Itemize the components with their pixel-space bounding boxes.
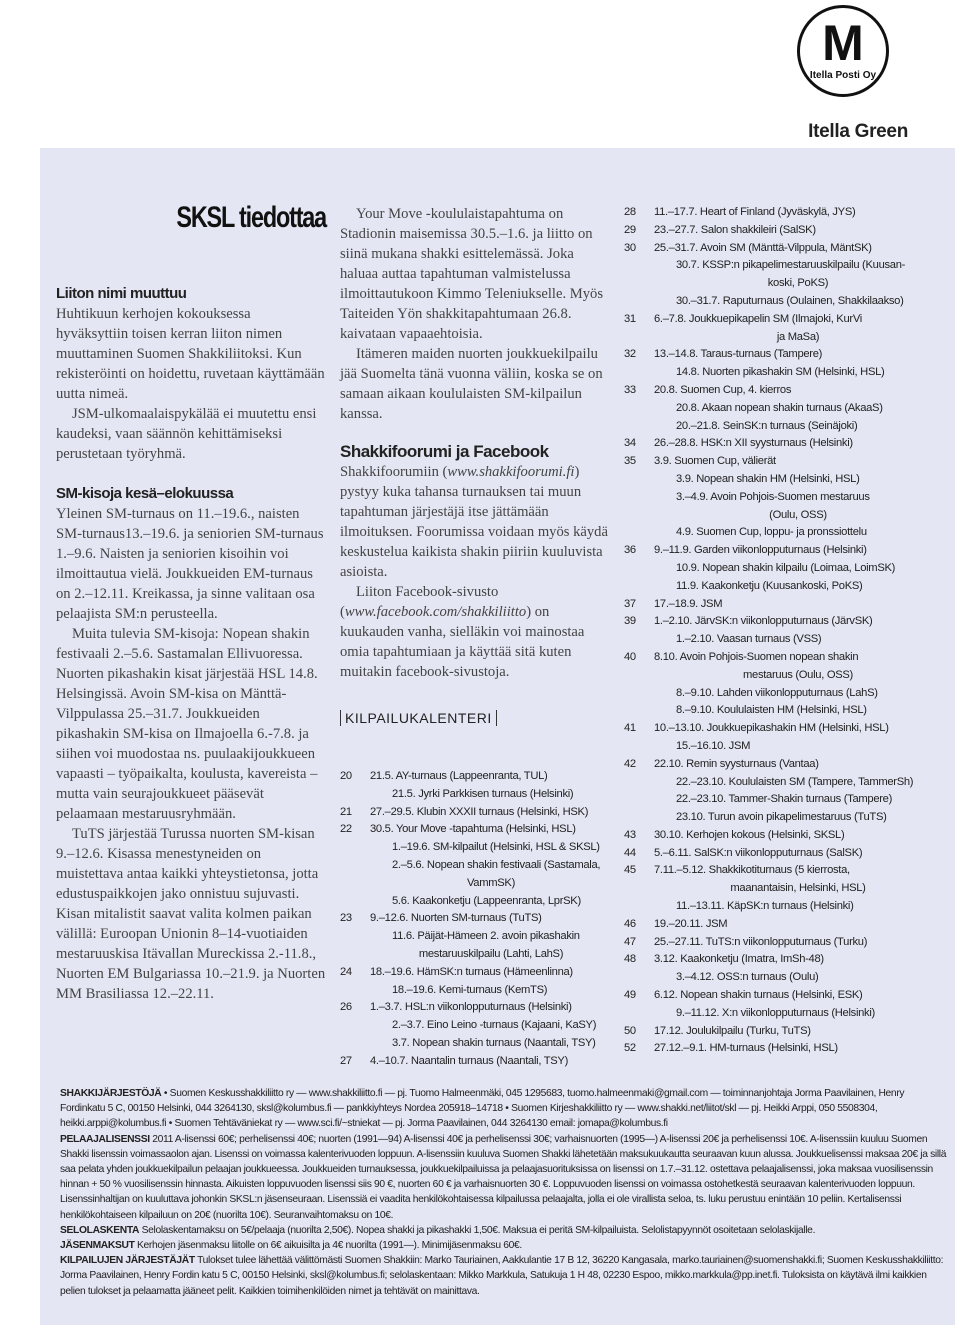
calendar-event: 30.5. Your Move -tapahtuma (Helsinki, HSL) [370,823,576,836]
week-events [654,596,942,614]
competition-calendar-part2 [624,204,942,1058]
week-events [370,999,612,1052]
week-number: 27 [340,1054,352,1067]
calendar-event: 9.–11.9. Garden viikonlopputurnaus (Helsinki) [654,544,867,557]
week-events [654,845,942,863]
calendar-event: 8.–9.10. Lahden viikonlopputurnaus (LahS) [676,686,878,699]
calendar-week-37 [624,596,942,614]
calendar-event: 14.8. Nuorten pikashakin SM (Helsinki, HSL) [676,366,885,379]
calendar-event: 1.–2.10. Vaasan turnaus (VSS) [676,633,822,646]
footer-membership: JÄSENMAKSUT Kerhojen jäsenmaksu liitolle on 6€ aikuisilta ja 4€ nuorilta (1991—). Minimijäsenmaksu 60€. [60,1240,522,1252]
calendar-event: 7.11.–5.12. Shakkikotiturnaus (5 kierrosta, [654,864,850,877]
competition-calendar-part1 [340,768,612,1071]
calendar-week-26 [340,999,612,1052]
calendar-event: 9.–11.12. X:n viikonlopputurnaus (Helsinki) [676,1006,875,1019]
calendar-event: 18.–19.6. HämSK:n turnaus (Hämeenlinna) [370,965,573,978]
footer-license: PELAAJALISENSSI 2011 A-lisenssi 60€; perhelisenssi 40€; nuorten (1991—94) A-lisenssi 40€ ja perhelisenssi 30€; varhaisnuorten (1995—) A-lisenssi 20€ ja perhelisenssi 10€. A-lisenssiin kuuluu Suomen Shakki lisenssin voimassaolon ajan. Lisenssi on voimassa kalenterivuoden loppuun. A-lisenssiin kuuluva Suomen Shakki lähetetään maksukuukautta seuraavan kuun alussa. Joukkuelisenssi maksaa 20€ ja sillä saa pelata yhden joukkuekilpailun pelaajan joukkueessa. Joukkueiden turnauksessa, joukkuekilpailuissa ja pelaajasuorituksissa on lisenssi on 1.7.–31.12. ostettava pelaajalisenssi, joka maksaa vuosilisenssin hinnan + 50 % vuosilisenssin hinnasta. Aikuisten loppuvuoden lisenssi siis 90 €, nuorten 60 € ja varhaisnuorten 30 €. Loppuvuoden lisenssi on voimassa ostohetkestä seuraavan kalenterivuoden loppuun. Lisenssinhaltijan on kuuluttava johonkin SKSL:n jäsenseuraan. Lisenssiä ei vaadita henkilökohtaisessa kilpailussa pelaajalta, jolla ei ole virallista seloa, ts. luku perustuu enintään 10 peliin. Kertalisenssi henkilökohtaiseen kilpailuun on 20€ (nuorilta 10€). Seuranvaihtomaksu on 10€. [60,1133,947,1221]
calendar-week-29 [624,222,942,240]
calendar-event: mestaruuskilpailu (Lahti, LahS) [418,947,564,960]
calendar-event: 20.–21.8. SeinSK:n turnaus (Seinäjoki) [676,419,858,432]
brand-label: Itella Green [808,121,908,142]
calendar-week-40 [624,649,942,720]
calendar-event: 8.–9.10. Koululaisten HM (Helsinki, HSL) [676,704,867,717]
calendar-week-35 [624,453,942,542]
calendar-event: 23.10. Turun avoin pikapelimestaruus (TuTS) [676,811,887,824]
week-events [654,222,942,240]
calendar-event: 9.–12.6. Nuorten SM-turnaus (TuTS) [370,912,542,925]
calendar-event: 3.7. Nopean shakin turnaus (Naantali, TSY) [392,1036,596,1049]
week-events [370,964,612,1000]
section-heading-name-change: Liiton nimi muuttuu [56,285,187,302]
calendar-event: 3.9. Suomen Cup, välierät [654,455,776,468]
calendar-event: 4.9. Suomen Cup, loppu- ja pronssiottelu [676,526,867,539]
week-number: 41 [624,722,636,735]
calendar-week-45 [624,862,942,915]
section-heading-sm-kisoja: SM-kisoja kesä–elokuussa [56,485,234,502]
calendar-week-48 [624,951,942,987]
calendar-week-23 [340,910,612,963]
calendar-event: 5.–6.11. SalSK:n viikonlopputurnaus (SalSK) [654,846,863,859]
calendar-event: ja MaSa) [776,330,820,343]
calendar-week-44 [624,845,942,863]
week-events [654,382,942,435]
calendar-event: 30.7. KSSP:n pikapelimestaruuskilpailu (Kuusan- [676,259,906,272]
calendar-event: 2.–3.7. Eino Leino -turnaus (Kajaani, KaSY) [392,1019,597,1032]
week-events [654,542,942,595]
week-events [654,1040,942,1058]
calendar-event: 25.–31.7. Avoin SM (Mänttä-Vilppula, MäntSK) [654,241,872,254]
week-events [370,1053,612,1071]
calendar-event: 13.–14.8. Taraus-turnaus (Tampere) [654,348,823,361]
calendar-week-52 [624,1040,942,1058]
calendar-event: 20.8. Akaan nopean shakin turnaus (AkaaS) [676,401,883,414]
paragraph: Yleinen SM-turnaus on 11.–19.6., naisten SM-turnaus13.–19.6. ja seniorien SM-turnaus 1.–9.6. Naisten ja seniorien kisoihin voi ilmoittautua vielä. Joukkueiden EM-turnaus on 2.–12.11. Kreikassa, ja sinne valitaan osa pelaajista SM:n perusteella. [56,506,324,622]
week-events [654,311,942,347]
week-number: 50 [624,1024,636,1037]
footer-rating: SELOLASKENTA Selolaskentamaksu on 5€/pelaaja (nuorilta 2,50€). Nopea shakki ja pikashakki 1,50€. Maksua ei peritä SM-kilpailuista. Selolistapyynnöt osoitetaan selolaskijalle. [60,1224,816,1236]
page-title: SKSL tiedottaa [176,201,326,234]
itella-logo [797,5,889,97]
calendar-event: 8.10. Avoin Pohjois-Suomen nopean shakin [654,650,859,663]
calendar-event: 10.–13.10. Joukkuepikashakin HM (Helsinki, HSL) [654,722,889,735]
week-number: 29 [624,223,636,236]
week-events [370,804,612,822]
week-number: 49 [624,989,636,1002]
week-number: 31 [624,312,636,325]
calendar-week-49 [624,987,942,1023]
calendar-event: 27.–29.5. Klubin XXXII turnaus (Helsinki, HSK) [370,805,589,818]
calendar-event: 6.–7.8. Joukkuepikapelin SM (Ilmajoki, KurVi [654,312,862,325]
week-number: 20 [340,770,352,782]
calendar-week-43 [624,827,942,845]
calendar-week-36 [624,542,942,595]
logo-letter: M [822,15,864,71]
calendar-event: 5.6. Kaakonketju (Lappeenranta, LprSK) [392,894,581,907]
week-events [654,862,942,915]
paragraph: Huhtikuun kerhojen kokouksessa hyväksyttiin toisen kerran liiton nimen muuttaminen Suomen Shakkiliitoksi. Kun rekisteröinti on hoidettu, ruvetaan käyttämään uutta nimeä. [56,306,325,402]
calendar-event: 25.–27.11. TuTS:n viikonlopputurnaus (Turku) [654,935,868,948]
calendar-title: KILPAILUKALENTERI [340,708,608,728]
calendar-event: 21.5. AY-turnaus (Lappeenranta, TUL) [370,770,548,782]
calendar-event: 10.9. Nopean shakin kilpailu (Loimaa, LoimSK) [676,561,896,574]
week-events [654,240,942,311]
calendar-event: 23.–27.7. Salon shakkileiri (SalSK) [654,223,816,236]
calendar-event: mestaruus (Oulu, OSS) [743,668,853,681]
calendar-event: 1.–2.10. JärvSK:n viikonlopputurnaus (JärvSK) [654,615,873,628]
week-events [654,1023,942,1041]
week-number: 40 [624,650,636,663]
facebook-link[interactable]: www.facebook.com/shakkiliitto [344,604,527,620]
calendar-week-30 [624,240,942,311]
calendar-event: 15.–16.10. JSM [676,739,751,752]
calendar-event: 17.12. Joulukilpailu (Turku, TuTS) [654,1024,811,1037]
calendar-week-50 [624,1023,942,1041]
calendar-event: 4.–10.7. Naantalin turnaus (Naantali, TSY) [370,1054,569,1067]
calendar-event: 3.–4.12. OSS:n turnaus (Oulu) [676,971,819,984]
calendar-event: 22.–23.10. Koululaisten SM (Tampere, TammerSh) [676,775,914,788]
week-number: 48 [624,953,636,966]
week-number: 32 [624,348,636,361]
calendar-week-34 [624,435,942,453]
calendar-event: maanantaisin, Helsinki, HSL) [730,882,866,895]
calendar-event: 11.6. Päijät-Hämeen 2. avoin pikashakin [392,930,580,943]
week-number: 33 [624,383,636,396]
calendar-event: 1.–19.6. SM-kilpailut (Helsinki, HSL & SKSL) [392,841,600,854]
week-number: 42 [624,757,636,770]
calendar-event: 22.10. Remin syysturnaus (Vantaa) [654,757,819,770]
calendar-event: 6.12. Nopean shakin turnaus (Helsinki, ESK) [654,989,863,1002]
calendar-event: 20.8. Suomen Cup, 4. kierros [654,383,792,396]
footer-organizers: KILPAILUJEN JÄRJESTÄJÄT Tulokset tulee lähettää välittömästi Suomen Shakkiin: Marko Tauriainen, Aakkulantie 17 B 12, 36220 Kangasala, marko.tauriainen@suomenshakki.fi; Suomen Keskusshakkiliitto: Jorma Paavilainen, Henry Fordin katu 5 C, 00150 Helsinki, sksl@kolumbus.fi; selolaskentaan: Mikko Markkula, Satukuja 1 H 48, 02230 Espoo, mikko.markkula@pp.inet.fi. Tuloksista on käytävä ilmi kaikkien pelien tulokset ja pelaamatta jääneet pelit. Kaikkien toimihenkilöiden nimet ja tehtävät on mainittava. [60,1255,944,1297]
week-events [654,613,942,649]
calendar-event: 19.–20.11. JSM [654,917,728,930]
column-middle [340,204,608,734]
week-events [370,768,612,804]
week-events [370,910,612,963]
calendar-week-22 [340,821,612,910]
paragraph: TuTS järjestää Turussa nuorten SM-kisan 9.–12.6. Kisassa menestyneiden on muistettava antaa kaikki yhteystietonsa, jotta edustuspaikkojen jako onnistuu sujuvasti. Kisan mitalistit saavat valita kolmen paikan välillä: Euroopan Unionin 8–14-vuotiaiden mestaruuskisa Itävallan Mureckissa 2.-11.8., Nuorten EM Bulgariassa 10.–21.9. ja Nuorten MM Brasiliassa 12.–22.11. [56,826,326,1002]
calendar-week-31 [624,311,942,347]
calendar-event: (Oulu, OSS) [769,508,827,521]
week-number: 21 [340,805,352,818]
paragraph: Itämeren maiden nuorten joukkuekilpailu jää Suomelta tänä vuonna väliin, koska se on samaan aikaan koululaisten SM-kilpailun kanssa. [340,346,603,422]
calendar-week-28 [624,204,942,222]
week-events [654,453,942,542]
week-number: 30 [624,241,636,254]
week-number: 47 [624,935,636,948]
calendar-week-39 [624,613,942,649]
week-number: 37 [624,597,636,610]
week-number: 22 [340,823,352,836]
calendar-event: 2.–5.6. Nopean shakin festivaali (Sastamala, [392,858,601,871]
week-events [654,649,942,720]
week-events [654,435,942,453]
section-heading-foorumi: Shakkifoorumi ja Facebook [340,442,549,461]
calendar-week-33 [624,382,942,435]
week-number: 43 [624,828,636,841]
column-left [56,200,326,1004]
week-events [654,934,942,952]
calendar-event: 3.12. Kaakonketju (Imatra, ImSh-48) [654,953,824,966]
calendar-event: VammSK) [466,876,516,889]
calendar-week-21 [340,804,612,822]
calendar-event: 30.10. Kerhojen kokous (Helsinki, SKSL) [654,828,845,841]
week-number: 39 [624,615,636,628]
calendar-event: 26.–28.8. HSK:n XII syysturnaus (Helsinki) [654,437,853,450]
calendar-week-32 [624,346,942,382]
week-number: 52 [624,1042,636,1055]
calendar-event: 27.12.–9.1. HM-turnaus (Helsinki, HSL) [654,1042,838,1055]
week-number: 35 [624,455,636,468]
week-number: 28 [624,206,636,218]
footer-organizations: SHAKKIJÄRJESTÖJÄ • Suomen Keskusshakkiliitto ry — www.shakkiliitto.fi — pj. Tuomo Halmeenmäki, 045 1295683, tuomo.halmeenmaki@gmail.com — toiminnanjohtaja Jorma Paavilainen, Henry Fordinkatu 5 C, 00150 Helsinki, 044 3264130, sksl@kolumbus.fi — pankkiyhteys Nordea 205918–14718 • Suomen Kirjeshakkiliitto ry — www.shakki.net/liitot/skl — pj. Heikki Arppi, 050 5508304, heikki.arppi@kolumbus.fi • Suomen Tehtäväniekat ry — www.sci.fi/~stniekat — pj. Jorma Paavilainen, 044 3264130 email: jomapa@kolumbus.fi [60,1088,905,1130]
paragraph: Your Move -koululaistapahtuma on Stadionin maisemissa 30.5.–1.6. ja liitto on siinä mukana shakki esittelemässä. Joka haluaa auttaa tapahtuman valmistelussa ilmoittautukoon Kimmo Teleniukselle. Myös Taiteiden Yön shakkitapahtumaan 26.8. kaivataan vapaaehtoisia. [340,206,604,342]
footer-info [60,1086,948,1299]
week-events [370,821,612,910]
calendar-event: koski, PoKS) [767,277,829,290]
week-number: 36 [624,544,636,557]
calendar-event: 21.5. Jyrki Parkkisen turnaus (Helsinki) [392,787,574,800]
week-events [654,720,942,756]
calendar-event: 11.9. Kaakonketju (Kuusankoski, PoKS) [676,579,863,592]
week-events [654,916,942,934]
paragraph: Shakkifoorumiin (www.shakkifoorumi.fi) pystyy kuka tahansa turnauksen tai muun tapahtuman järjestäjä itse jättämään ilmoituksen. Foorumissa voidaan myös käydä keskustelua kaikista shakin piiriin kuuluvista asioista. [340,464,608,580]
calendar-event: 1.–3.7. HSL:n viikonlopputurnaus (Helsinki) [370,1001,572,1014]
week-events [654,204,942,222]
calendar-event: 3.–4.9. Avoin Pohjois-Suomen mestaruus [676,490,870,503]
paragraph: Muita tulevia SM-kisoja: Nopean shakin festivaali 2.–5.6. Sastamalan Ellivuoressa. Nuorten pikashakin kisat järjestää HSL 14.8. Helsingissä. Avoin SM-kisa on Mänttä-Vilppulassa 25.–31.7. Joukkueiden pikashakin SM-kisa on Ilmajoella 6.-7.8. ja siihen voi muodostaa ns. puulaakijoukkueen vapaasti – työpaikalta, koulusta, kavereista – mutta vain seurajoukkueet pääsevät pelaamaan mestaruusryhmään. [56,626,318,822]
week-number: 26 [340,1001,352,1014]
logo-text: Itella Posti Oy [809,70,877,81]
calendar-week-20 [340,768,612,804]
calendar-week-24 [340,964,612,1000]
week-number: 44 [624,846,636,859]
week-number: 34 [624,437,636,450]
calendar-week-47 [624,934,942,952]
week-number: 24 [340,965,352,978]
calendar-week-41 [624,720,942,756]
paragraph: Liiton Facebook-sivusto (www.facebook.com/shakkiliitto) on kuukauden vanha, sielläkin voi mainostaa omia tapahtumiaan ja käyttää sitä kuten muitakin facebook-sivustoja. [340,584,585,680]
week-number: 45 [624,864,636,877]
week-number: 23 [340,912,352,925]
calendar-week-46 [624,916,942,934]
calendar-week-27 [340,1053,612,1071]
foorumi-link[interactable]: www.shakkifoorumi.fi [447,464,575,480]
calendar-event: 3.9. Nopean shakin HM (Helsinki, HSL) [676,472,860,485]
week-events [654,951,942,987]
calendar-event: 11.–17.7. Heart of Finland (Jyväskylä, JYS) [654,206,856,218]
calendar-event: 30.–31.7. Raputurnaus (Oulainen, Shakkilaakso) [676,294,904,307]
week-events [654,827,942,845]
week-number: 46 [624,917,636,930]
calendar-event: 11.–13.11. KäpSK:n turnaus (Helsinki) [676,900,854,913]
calendar-event: 22.–23.10. Tammer-Shakin turnaus (Tampere) [676,793,893,806]
calendar-week-42 [624,756,942,827]
calendar-event: 18.–19.6. Kemi-turnaus (KemTS) [392,983,548,996]
week-events [654,756,942,827]
week-events [654,987,942,1023]
calendar-event: 17.–18.9. JSM [654,597,723,610]
paragraph: JSM-ulkomaalaispykälää ei muutettu ensi kaudeksi, vaan säännön kehittämiseksi perustetaan työryhmä. [56,406,317,462]
week-events [654,346,942,382]
